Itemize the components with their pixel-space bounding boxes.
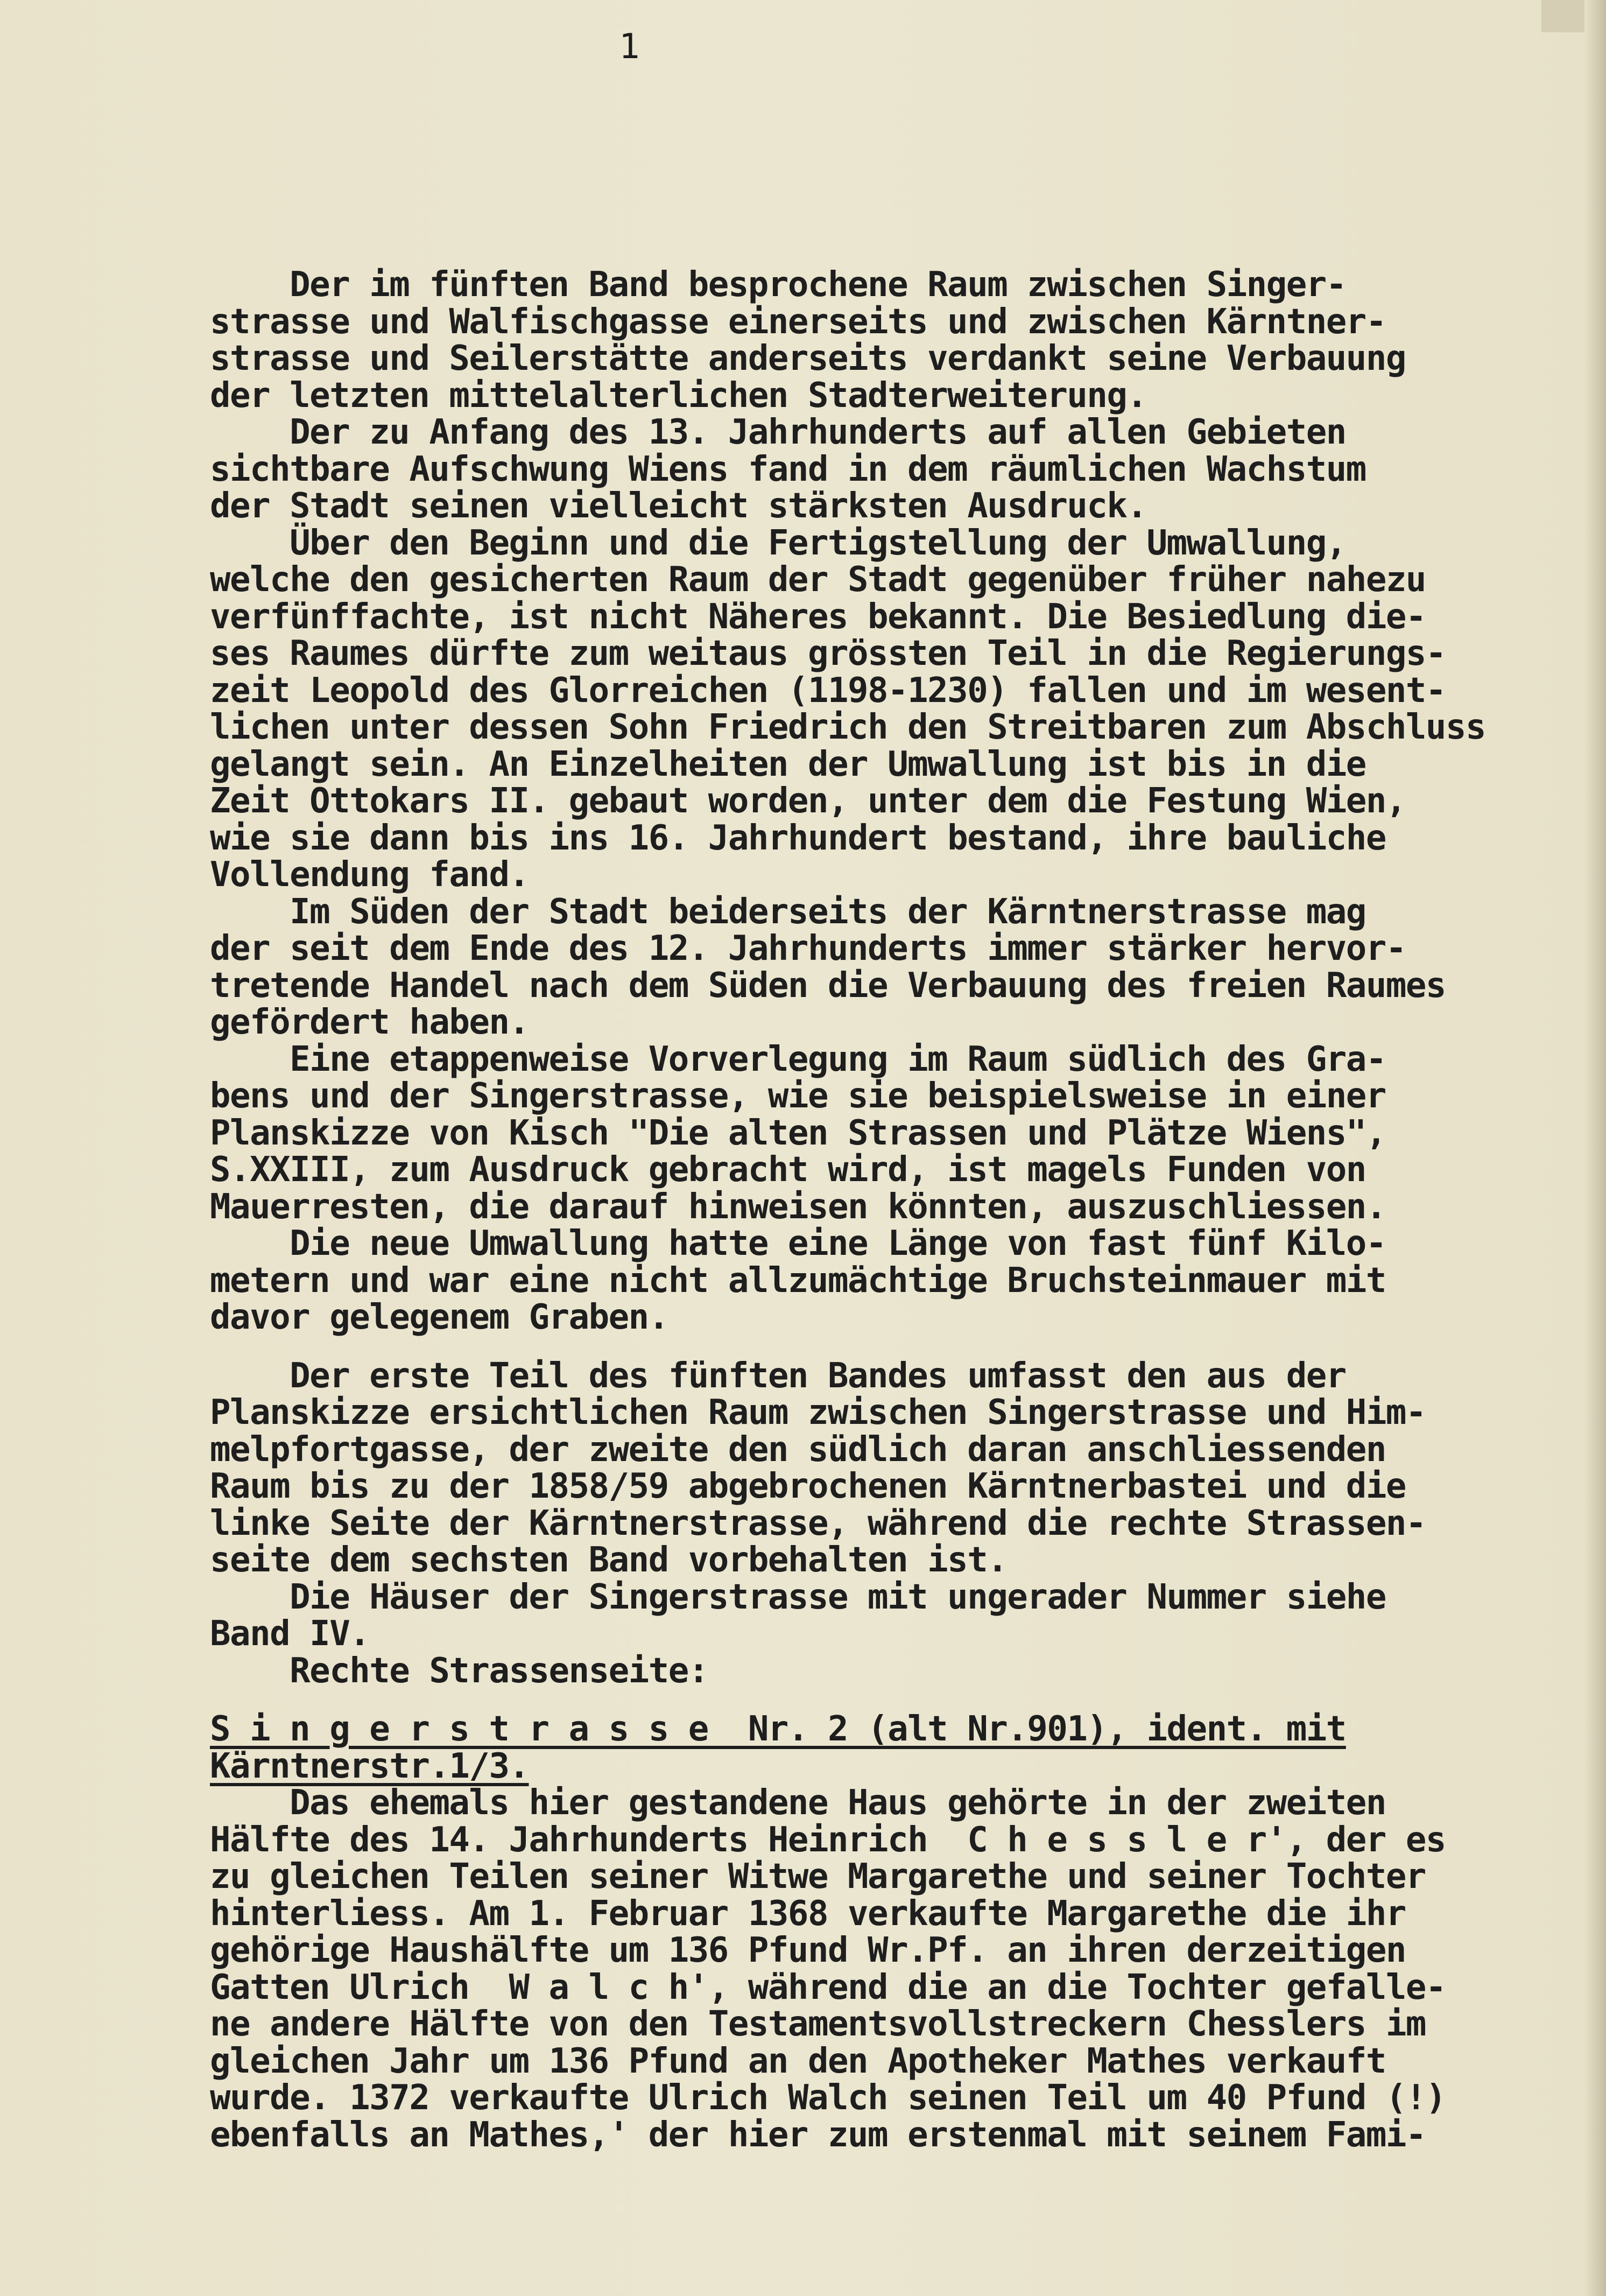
text-line: Die neue Umwallung hatte eine Länge von fast fünf Kilo- bbox=[290, 1224, 1386, 1263]
text-line: gleichen Jahr um 136 Pfund an den Apotheker Mathes verkauft bbox=[210, 2041, 1386, 2081]
text-line: der letzten mittelalterlichen Stadterweiterung. bbox=[210, 375, 1147, 416]
paragraph-aufschwung bbox=[210, 414, 1588, 525]
heading-line: Kärntnerstr.1/3. bbox=[210, 1746, 529, 1786]
text-line: Über den Beginn und die Fertigstellung der Umwallung, bbox=[290, 523, 1346, 563]
text-line: Planskizze von Kisch "Die alten Strassen und Plätze Wiens", bbox=[210, 1113, 1386, 1153]
paragraph-spacer bbox=[210, 1689, 1588, 1711]
paragraph-neue-umwallung bbox=[210, 1225, 1588, 1336]
text-line: wurde. 1372 verkaufte Ulrich Walch seinen Teil um 40 Pfund (!) bbox=[210, 2078, 1446, 2118]
text-line: Band IV. bbox=[210, 1614, 370, 1654]
text-line: hinterliess. Am 1. Februar 1368 verkaufte Margarethe die ihr bbox=[210, 1893, 1406, 1934]
text-line: Das ehemals hier gestandene Haus gehörte in der zweiten bbox=[290, 1783, 1386, 1823]
paper-corner-mark bbox=[1541, 0, 1584, 32]
text-line: Der im fünften Band besprochene Raum zwischen Singer- bbox=[290, 265, 1346, 305]
text-line: strasse und Walfischgasse einerseits und zwischen Kärntner- bbox=[210, 301, 1386, 342]
text-line: sichtbare Aufschwung Wiens fand in dem räumlichen Wachstum bbox=[210, 449, 1366, 489]
paragraph-intro bbox=[210, 266, 1588, 414]
text-line: Raum bis zu der 1858/59 abgebrochenen Kärntnerbastei und die bbox=[210, 1466, 1406, 1506]
text-line: ebenfalls an Mathes,' der hier zum erstenmal mit seinem Fami- bbox=[210, 2115, 1426, 2155]
text-line: lichen unter dessen Sohn Friedrich den Streitbaren zum Abschluss bbox=[210, 707, 1485, 747]
section-heading bbox=[210, 1711, 1588, 1785]
text-line: Der zu Anfang des 13. Jahrhunderts auf allen Gebieten bbox=[290, 412, 1346, 452]
text-line: Vollendung fand. bbox=[210, 855, 529, 895]
text-line: seite dem sechsten Band vorbehalten ist. bbox=[210, 1540, 1008, 1580]
text-line: linke Seite der Kärntnerstrasse, während die rechte Strassen- bbox=[210, 1503, 1426, 1543]
text-line: Planskizze ersichtlichen Raum zwischen Singerstrasse und Him- bbox=[210, 1393, 1426, 1433]
text-line: Der erste Teil des fünften Bandes umfasst den aus der bbox=[290, 1356, 1346, 1396]
text-line: strasse und Seilerstätte anderseits verdankt seine Verbauung bbox=[210, 339, 1406, 378]
text-line: der Stadt seinen vielleicht stärksten Ausdruck. bbox=[210, 486, 1147, 526]
text-line: Die Häuser der Singerstrasse mit ungerader Nummer siehe bbox=[290, 1577, 1386, 1617]
text-line: gefördert haben. bbox=[210, 1002, 529, 1042]
heading-line: S i n g e r s t r a s s e Nr. 2 (alt Nr.901), ident. mit bbox=[210, 1709, 1346, 1749]
paragraph-vorverlegung bbox=[210, 1041, 1588, 1226]
text-line: zu gleichen Teilen seiner Witwe Margarethe und seiner Tochter bbox=[210, 1857, 1426, 1897]
paragraph-sueden bbox=[210, 891, 1588, 1042]
text-line: tretende Handel nach dem Süden die Verbauung des freien Raumes bbox=[210, 965, 1446, 1006]
text-line: Rechte Strassenseite: bbox=[290, 1651, 708, 1691]
paragraph-haus-geschichte bbox=[210, 1785, 1588, 2153]
text-line: S.XXIII, zum Ausdruck gebracht wird, ist magels Funden von bbox=[210, 1150, 1366, 1190]
text-line: bens und der Singerstrasse, wie sie beispielsweise in einer bbox=[210, 1076, 1386, 1116]
paragraph-band-iv bbox=[210, 1579, 1588, 1653]
text-line: Hälfte des 14. Jahrhunderts Heinrich C h e s s l e r', der es bbox=[210, 1820, 1446, 1860]
text-line: der seit dem Ende des 12. Jahrhunderts immer stärker hervor- bbox=[210, 929, 1406, 968]
text-line: Gatten Ulrich W a l c h', während die an die Tochter gefalle- bbox=[210, 1967, 1446, 2007]
text-line: ses Raumes dürfte zum weitaus grössten Teil in die Regierungs- bbox=[210, 634, 1446, 673]
paper-edge-shadow bbox=[1584, 0, 1606, 2296]
text-line: ne andere Hälfte von den Testamentsvollstreckern Chesslers im bbox=[210, 2004, 1426, 2044]
text-line: Zeit Ottokars II. gebaut worden, unter dem die Festung Wien, bbox=[210, 781, 1406, 821]
text-line: wie sie dann bis ins 16. Jahrhundert bestand, ihre bauliche bbox=[210, 818, 1386, 858]
text-line: Im Süden der Stadt beiderseits der Kärntnerstrasse mag bbox=[290, 891, 1366, 932]
typewritten-text bbox=[210, 266, 1588, 2153]
text-line: gehörige Haushälfte um 136 Pfund Wr.Pf. an ihren derzeitigen bbox=[210, 1930, 1406, 1970]
paragraph-rechte-seite bbox=[210, 1653, 1588, 1690]
text-line: Eine etappenweise Vorverlegung im Raum südlich des Gra- bbox=[290, 1039, 1386, 1079]
text-line: gelangt sein. An Einzelheiten der Umwallung ist bis in die bbox=[210, 744, 1366, 784]
text-line: Mauerresten, die darauf hinweisen könnten, auszuschliessen. bbox=[210, 1186, 1386, 1227]
paragraph-spacer bbox=[210, 1336, 1588, 1358]
paragraph-umwallung bbox=[210, 525, 1588, 894]
page-number: 1 bbox=[619, 27, 640, 67]
text-line: melpfortgasse, der zweite den südlich daran anschliessenden bbox=[210, 1429, 1386, 1470]
text-line: metern und war eine nicht allzumächtige Bruchsteinmauer mit bbox=[210, 1260, 1386, 1301]
text-line: zeit Leopold des Glorreichen (1198-1230) fallen und im wesent- bbox=[210, 670, 1446, 711]
text-line: davor gelegenem Graben. bbox=[210, 1297, 668, 1337]
paragraph-band-inhalt bbox=[210, 1358, 1588, 1579]
text-line: verfünffachte, ist nicht Näheres bekannt. Die Besiedlung die- bbox=[210, 596, 1426, 637]
text-line: welche den gesicherten Raum der Stadt gegenüber früher nahezu bbox=[210, 560, 1426, 600]
